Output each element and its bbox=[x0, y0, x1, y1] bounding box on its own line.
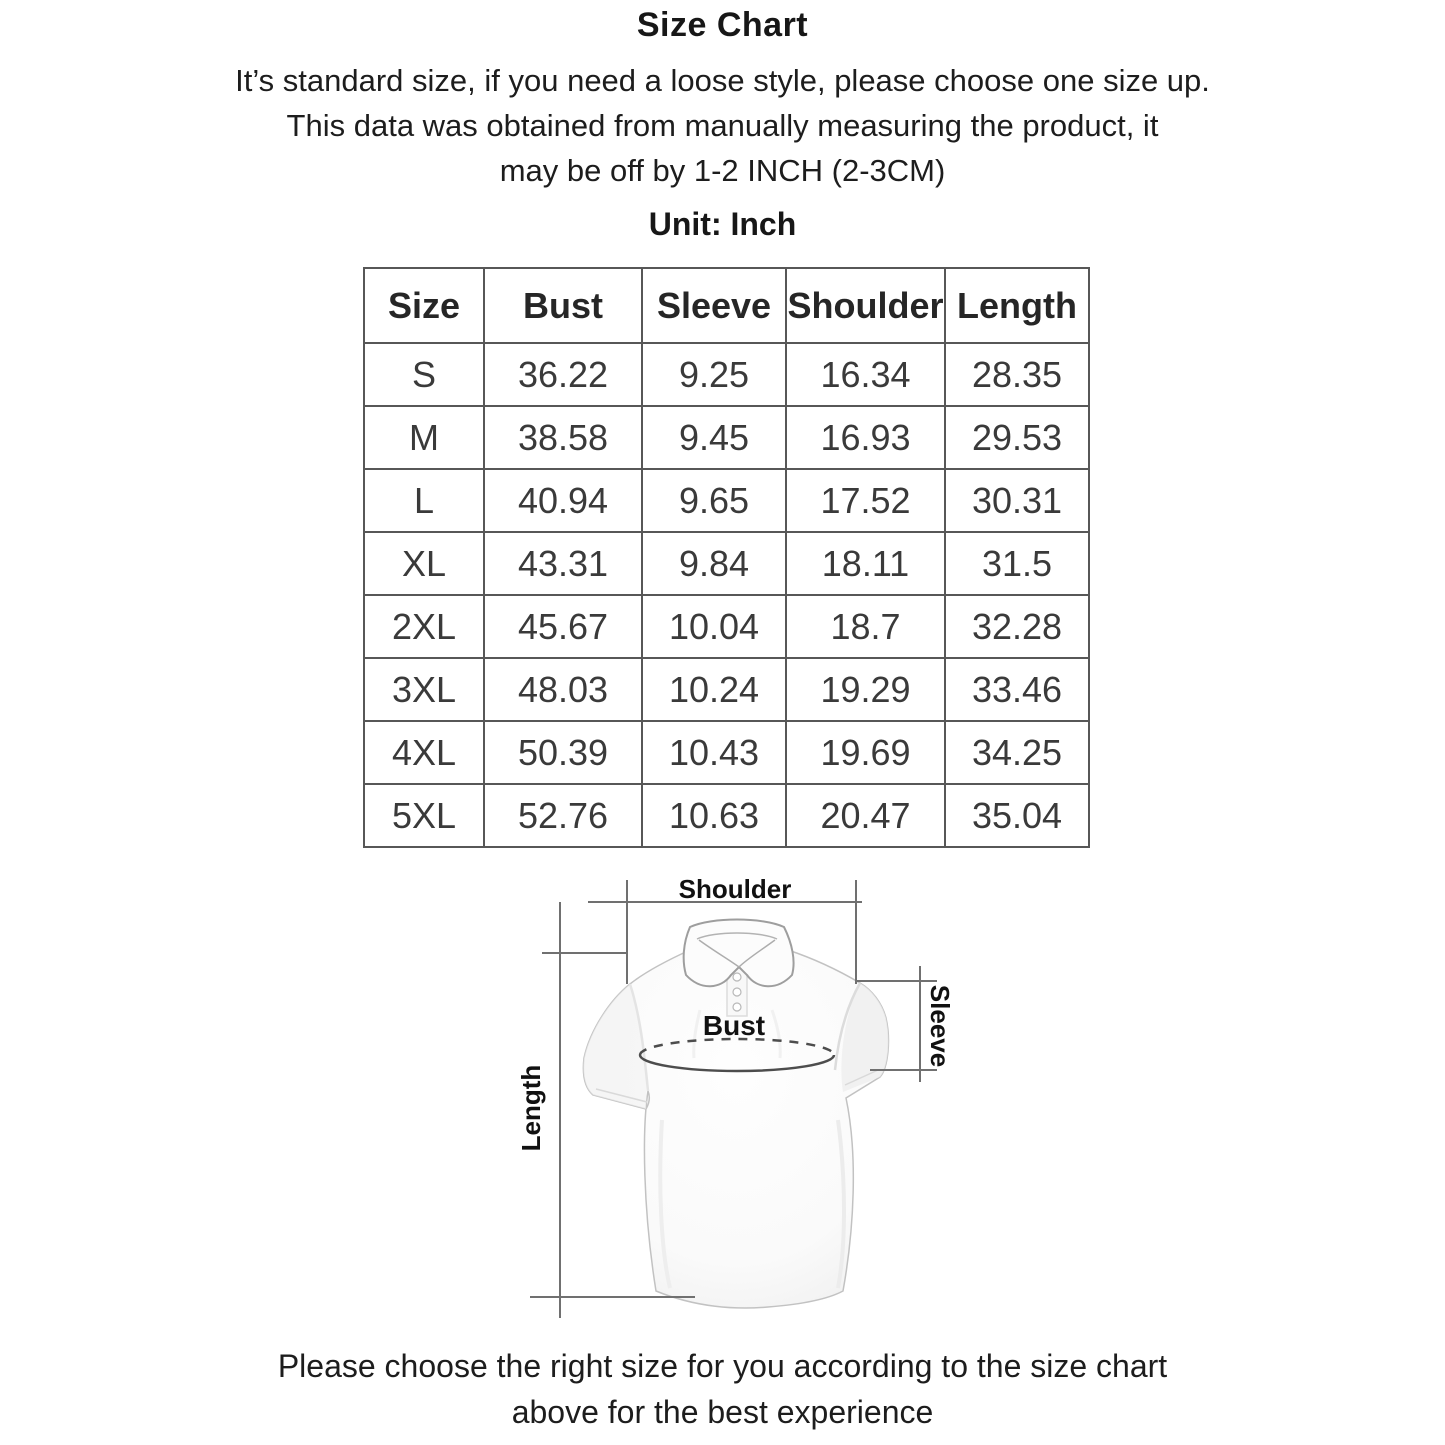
page-title: Size Chart bbox=[636, 6, 809, 44]
sleeve-label: Sleeve bbox=[925, 984, 955, 1068]
col-header-shoulder: Shoulder bbox=[786, 268, 945, 343]
table-cell: 16.34 bbox=[786, 343, 945, 406]
table-cell: 3XL bbox=[364, 658, 484, 721]
table-cell: 48.03 bbox=[484, 658, 642, 721]
table-cell: 2XL bbox=[364, 595, 484, 658]
table-cell: 38.58 bbox=[484, 406, 642, 469]
unit-label: Unit: Inch bbox=[648, 206, 797, 242]
table-cell: 9.25 bbox=[642, 343, 786, 406]
table-cell: 4XL bbox=[364, 721, 484, 784]
col-header-bust: Bust bbox=[484, 268, 642, 343]
table-cell: L bbox=[364, 469, 484, 532]
button-icon bbox=[733, 988, 741, 996]
table-cell: 19.69 bbox=[786, 721, 945, 784]
size-note-line-2: This data was obtained from manually measuring the product, it bbox=[286, 108, 1159, 143]
table-cell: 10.24 bbox=[642, 658, 786, 721]
table-cell: 29.53 bbox=[945, 406, 1089, 469]
table-cell: 10.63 bbox=[642, 784, 786, 847]
size-note-line-3: may be off by 1-2 INCH (2-3CM) bbox=[499, 153, 946, 188]
table-cell: 16.93 bbox=[786, 406, 945, 469]
table-cell: 43.31 bbox=[484, 532, 642, 595]
bust-label: Bust bbox=[702, 1010, 766, 1041]
length-label: Length bbox=[516, 1064, 546, 1152]
table-cell: 32.28 bbox=[945, 595, 1089, 658]
table-cell: 28.35 bbox=[945, 343, 1089, 406]
table-cell: 52.76 bbox=[484, 784, 642, 847]
table-cell: 45.67 bbox=[484, 595, 642, 658]
footer-note-line-2: above for the best experience bbox=[511, 1394, 934, 1430]
table-cell: 19.29 bbox=[786, 658, 945, 721]
table-cell: 36.22 bbox=[484, 343, 642, 406]
table-cell: 40.94 bbox=[484, 469, 642, 532]
table-cell: 17.52 bbox=[786, 469, 945, 532]
table-cell: 9.84 bbox=[642, 532, 786, 595]
col-header-length: Length bbox=[945, 268, 1089, 343]
table-cell: 9.65 bbox=[642, 469, 786, 532]
table-cell: 18.11 bbox=[786, 532, 945, 595]
table-cell: 50.39 bbox=[484, 721, 642, 784]
table-cell: M bbox=[364, 406, 484, 469]
table-cell: XL bbox=[364, 532, 484, 595]
table-cell: 18.7 bbox=[786, 595, 945, 658]
shoulder-label: Shoulder bbox=[678, 874, 792, 904]
table-cell: 10.43 bbox=[642, 721, 786, 784]
button-icon bbox=[733, 973, 741, 981]
table-cell: 31.5 bbox=[945, 532, 1089, 595]
table-cell: S bbox=[364, 343, 484, 406]
table-cell: 30.31 bbox=[945, 469, 1089, 532]
footer-note bbox=[0, 1343, 1445, 1435]
table-cell: 20.47 bbox=[786, 784, 945, 847]
footer-note-line-1: Please choose the right size for you according to the size chart bbox=[277, 1348, 1168, 1384]
col-header-sleeve: Sleeve bbox=[642, 268, 786, 343]
size-note-line-1: It’s standard size, if you need a loose style, please choose one size up. bbox=[235, 63, 1210, 98]
table-cell: 33.46 bbox=[945, 658, 1089, 721]
table-cell: 10.04 bbox=[642, 595, 786, 658]
table-cell: 34.25 bbox=[945, 721, 1089, 784]
table-cell: 35.04 bbox=[945, 784, 1089, 847]
table-cell: 9.45 bbox=[642, 406, 786, 469]
col-header-size: Size bbox=[364, 268, 484, 343]
table-cell: 5XL bbox=[364, 784, 484, 847]
